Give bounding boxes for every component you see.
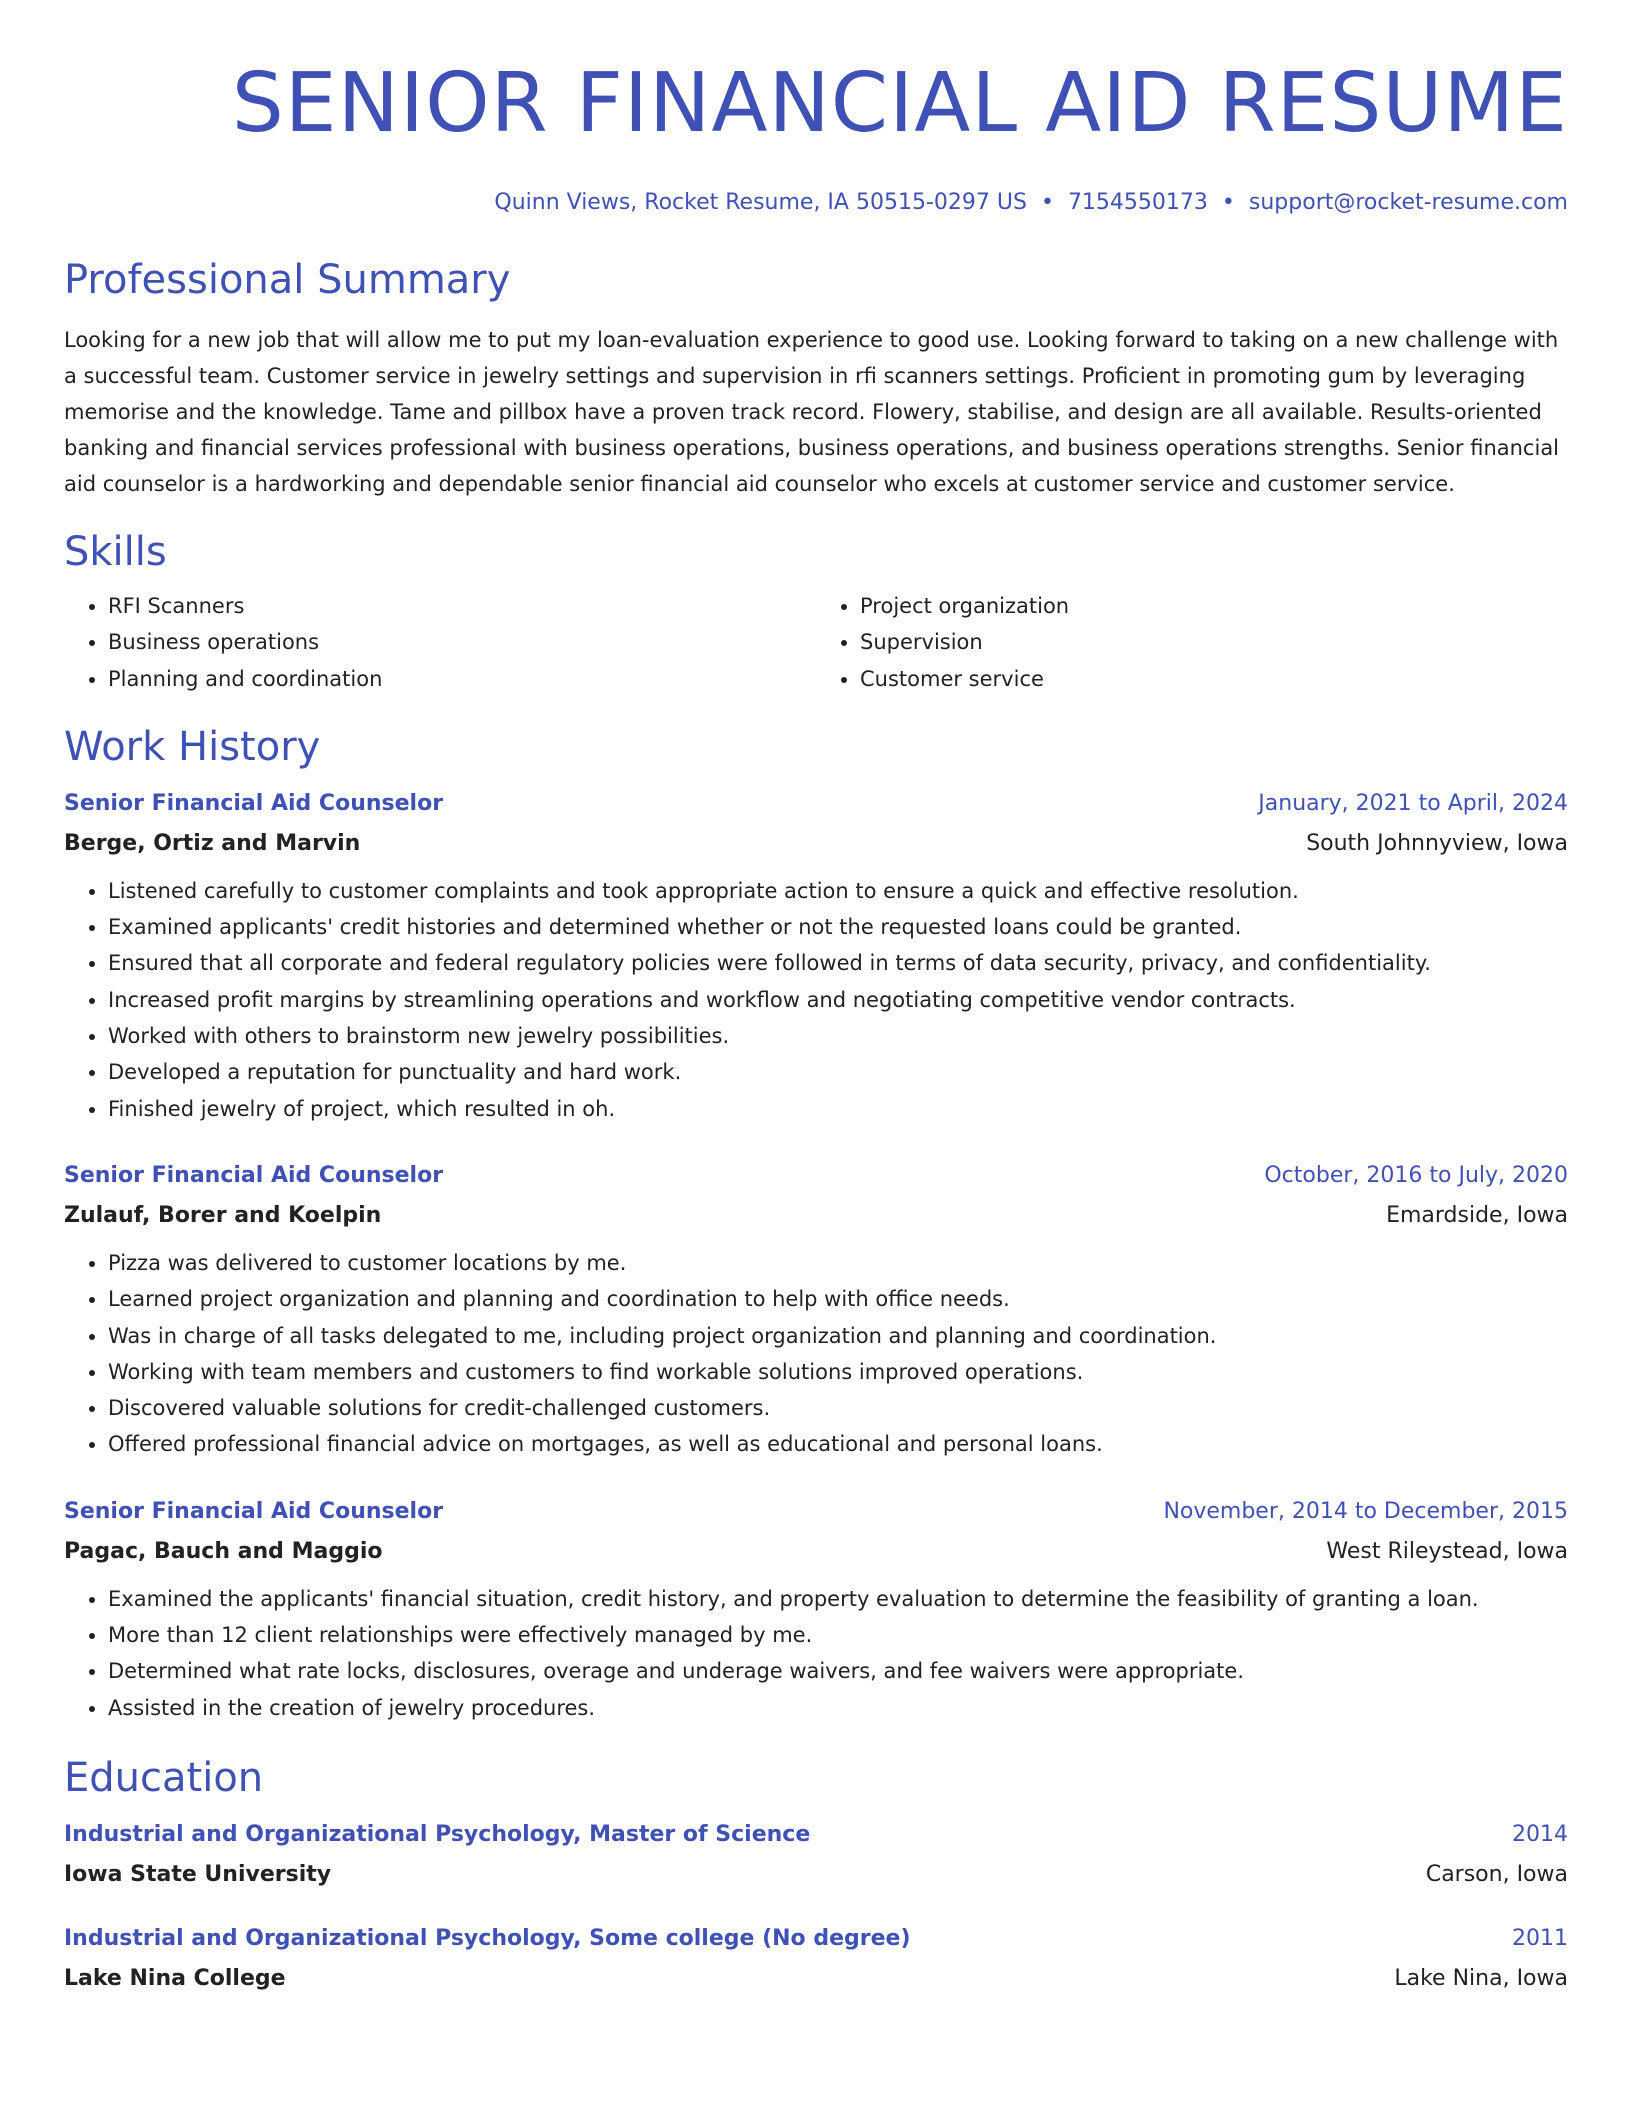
skill-item: • RFI Scanners xyxy=(108,588,816,624)
job-bullet: • Examined applicants' credit histories and determined whether or not the requested loans could be granted. xyxy=(108,909,1568,945)
job-bullet: • Finished jewelry of project, which resulted in oh. xyxy=(108,1091,1568,1127)
job-company: Zulauf, Borer and Koelpin xyxy=(64,1202,382,1228)
skill-item: • Project organization xyxy=(860,588,1568,624)
job-bullet: • Worked with others to brainstorm new jewelry possibilities. xyxy=(108,1018,1568,1054)
job-bullet: • More than 12 client relationships were effectively managed by me. xyxy=(108,1617,1568,1653)
job-bullet: • Was in charge of all tasks delegated to me, including project organization and planning and coordination. xyxy=(108,1318,1568,1354)
contact-line xyxy=(64,188,1568,218)
resume-title: SENIOR FINANCIAL AID RESUME xyxy=(231,56,1568,151)
job-company: Berge, Ortiz and Marvin xyxy=(64,830,361,856)
job-dates: October, 2016 to July, 2020 xyxy=(1264,1162,1568,1188)
job-dates: January, 2021 to April, 2024 xyxy=(1258,790,1568,816)
contact-email[interactable]: support@rocket-resume.com xyxy=(1248,190,1568,215)
skill-item: • Customer service xyxy=(860,661,1568,697)
job-location: South Johnnyview, Iowa xyxy=(1306,830,1568,856)
education-degree: Industrial and Organizational Psychology, Some college (No degree) xyxy=(64,1925,911,1951)
education-entry xyxy=(64,1924,1568,1994)
skill-item: • Business operations xyxy=(108,624,816,660)
job-bullet: • Working with team members and customers to find workable solutions improved operations. xyxy=(108,1354,1568,1390)
education-school: Lake Nina College xyxy=(64,1965,286,1991)
skills-heading: Skills xyxy=(64,529,167,575)
job-bullets xyxy=(64,1581,1568,1726)
job-bullet: • Learned project organization and planning and coordination to help with office needs. xyxy=(108,1281,1568,1317)
skill-item: • Supervision xyxy=(860,624,1568,660)
job-entry xyxy=(64,1161,1568,1463)
job-bullet: • Increased profit margins by streamlining operations and workflow and negotiating competitive vendor contracts. xyxy=(108,982,1568,1018)
job-title: Senior Financial Aid Counselor xyxy=(64,790,444,816)
education-heading: Education xyxy=(64,1754,264,1801)
job-bullets xyxy=(64,1245,1568,1463)
job-bullet: • Offered professional financial advice on mortgages, as well as educational and personal loans. xyxy=(108,1426,1568,1462)
job-bullet: • Pizza was delivered to customer locations by me. xyxy=(108,1245,1568,1281)
education-school: Iowa State University xyxy=(64,1861,332,1887)
job-bullet: • Determined what rate locks, disclosures, overage and underage waivers, and fee waivers were appropriate. xyxy=(108,1653,1568,1689)
job-title: Senior Financial Aid Counselor xyxy=(64,1498,444,1524)
job-entry xyxy=(64,1497,1568,1726)
skills-column-left xyxy=(64,588,816,697)
education-year: 2014 xyxy=(1512,1821,1568,1847)
contact-phone: 7154550173 xyxy=(1067,190,1208,215)
job-bullet: • Discovered valuable solutions for credit-challenged customers. xyxy=(108,1390,1568,1426)
job-bullet: • Listened carefully to customer complaints and took appropriate action to ensure a quick and effective resolution. xyxy=(108,873,1568,909)
contact-separator: • xyxy=(1040,190,1054,215)
job-bullets xyxy=(64,873,1568,1127)
job-bullet: • Ensured that all corporate and federal regulatory policies were followed in terms of data security, privacy, and confidentiality. xyxy=(108,945,1568,981)
education-entry xyxy=(64,1820,1568,1890)
education-degree: Industrial and Organizational Psychology, Master of Science xyxy=(64,1821,811,1847)
education-location: Lake Nina, Iowa xyxy=(1394,1965,1568,1991)
job-title: Senior Financial Aid Counselor xyxy=(64,1162,444,1188)
summary-heading: Professional Summary xyxy=(64,257,511,303)
skills-list xyxy=(64,588,1568,697)
contact-address: Quinn Views, Rocket Resume, IA 50515-0297 US xyxy=(494,190,1027,215)
skill-item: • Planning and coordination xyxy=(108,661,816,697)
job-bullet: • Examined the applicants' financial situation, credit history, and property evaluation to determine the feasibility of granting a loan. xyxy=(108,1581,1568,1617)
job-bullet: • Developed a reputation for punctuality and hard work. xyxy=(108,1054,1568,1090)
job-dates: November, 2014 to December, 2015 xyxy=(1163,1498,1568,1524)
education-year: 2011 xyxy=(1512,1925,1568,1951)
job-company: Pagac, Bauch and Maggio xyxy=(64,1538,383,1564)
contact-separator: • xyxy=(1221,190,1235,215)
job-location: Emardside, Iowa xyxy=(1386,1202,1568,1228)
job-bullet: • Assisted in the creation of jewelry procedures. xyxy=(108,1690,1568,1726)
job-entry xyxy=(64,789,1568,1127)
skills-column-right xyxy=(816,588,1568,697)
job-location: West Rileystead, Iowa xyxy=(1326,1538,1568,1564)
work-heading: Work History xyxy=(64,723,321,770)
summary-text: Looking for a new job that will allow me to put my loan-evaluation experience to good use. Looking forward to taking on a new challenge with a successful team. Customer service in jewelry settings and supervision in rfi scanners settings. Proficient in promoting gum by leveraging memorise and the knowledge. Tame and pillbox have a proven track record. Flowery, stabilise, and design are all available. Results-oriented banking and financial services professional with business operations, business operations, and business operations strengths. Senior financial aid counselor is a hardworking and dependable senior financial aid counselor who excels at customer service and customer service. xyxy=(64,328,1560,496)
education-location: Carson, Iowa xyxy=(1425,1861,1568,1887)
